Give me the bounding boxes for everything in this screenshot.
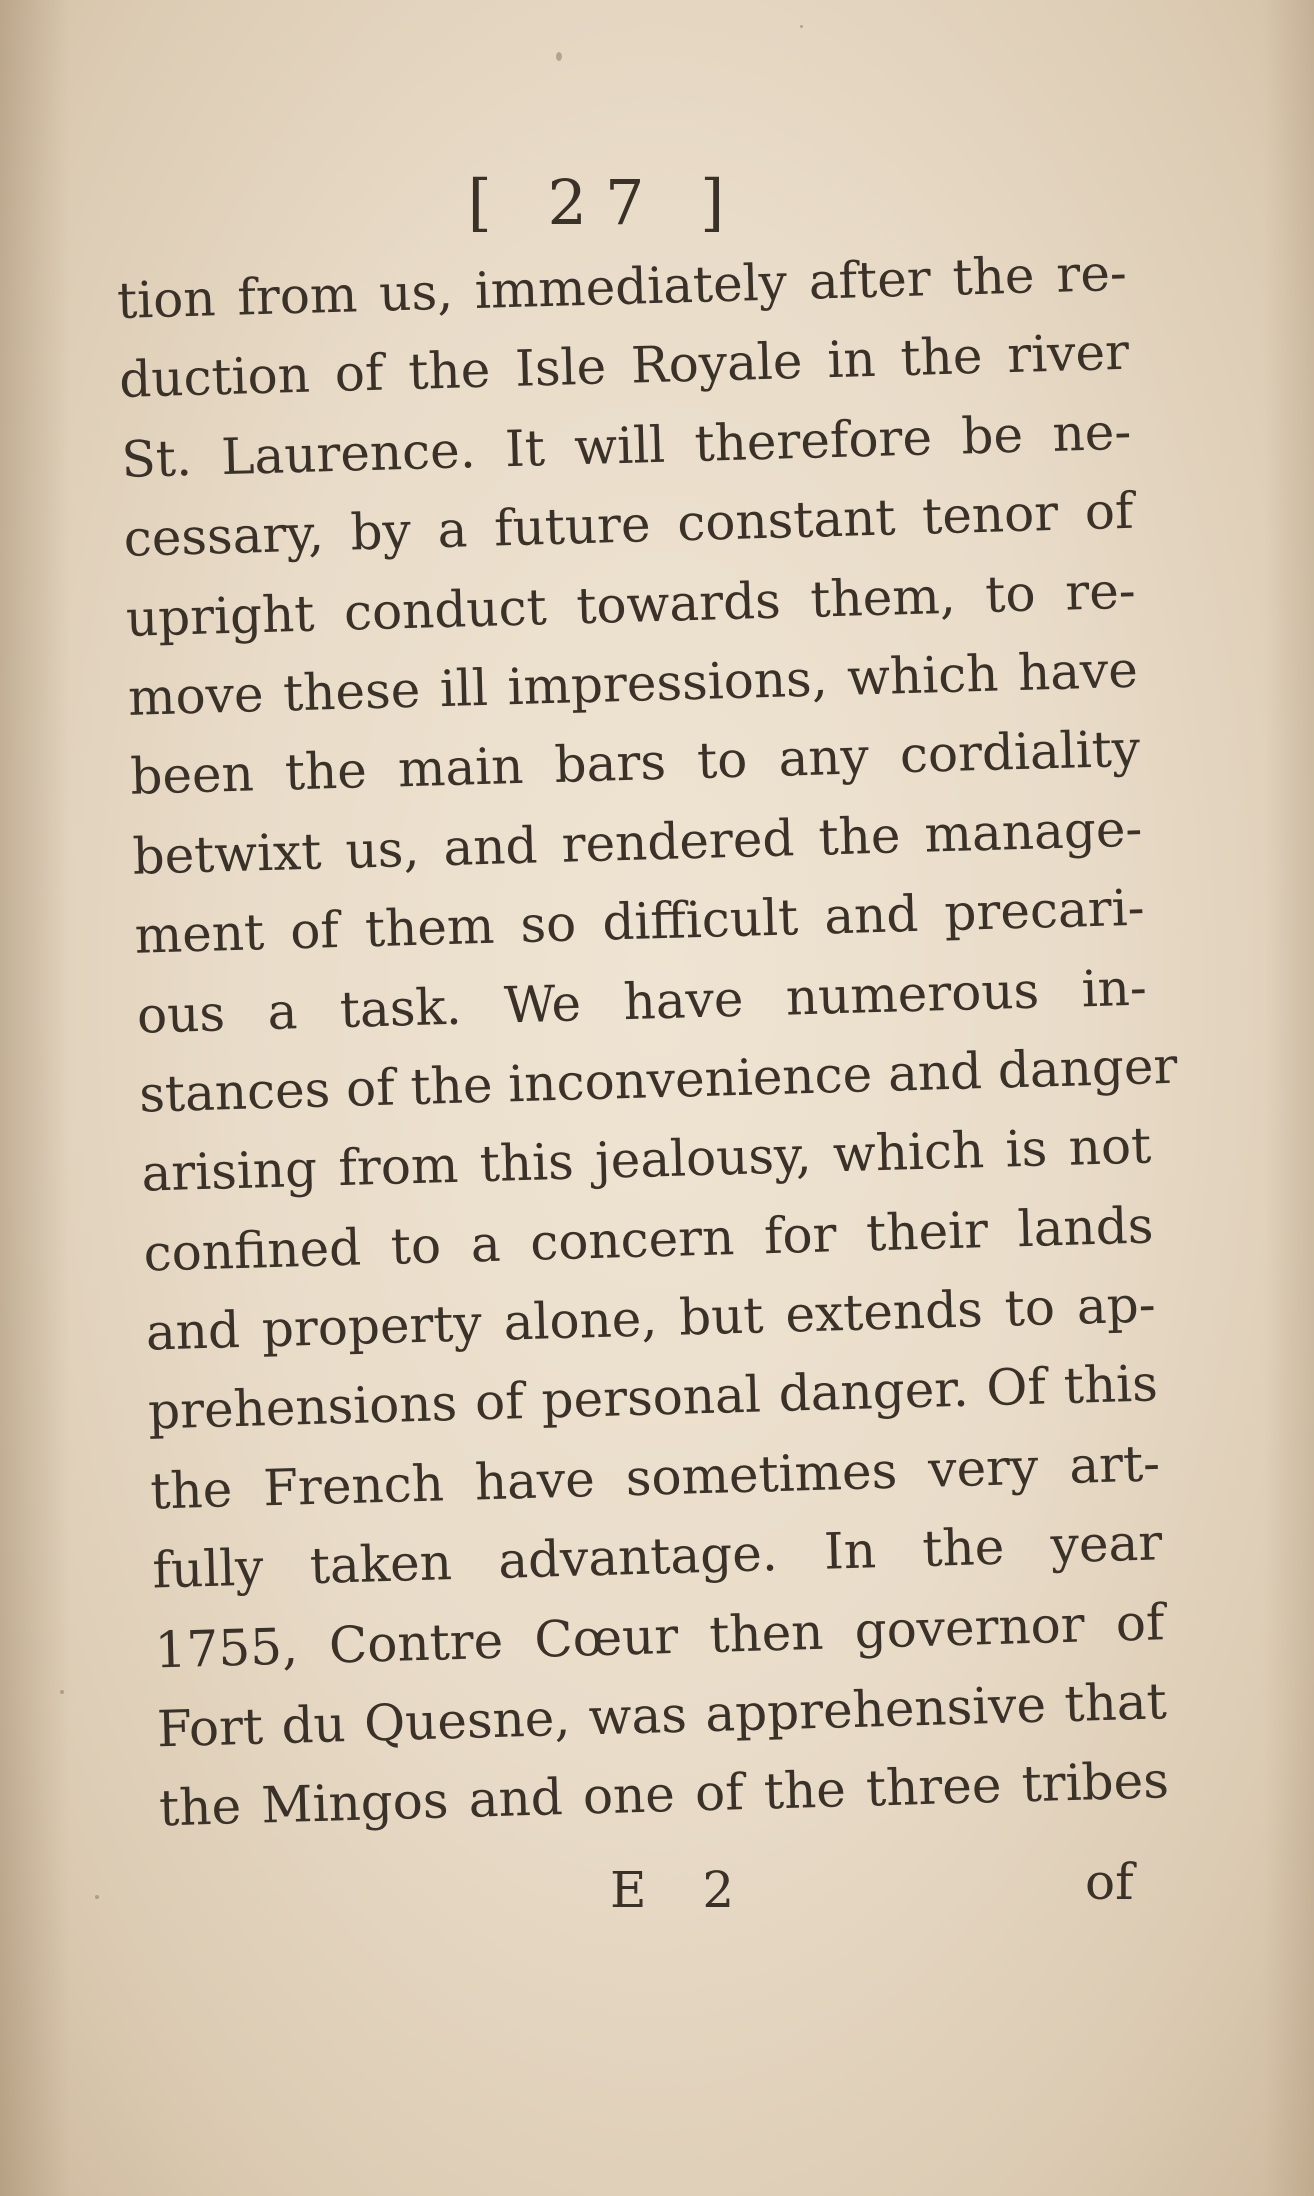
- text-line: been the main bars to any cordiality: [129, 719, 1141, 807]
- catchword: of: [1085, 1853, 1134, 1911]
- text-line: the French have sometimes very art-: [149, 1434, 1161, 1521]
- paper-speck: [95, 1895, 99, 1899]
- text-line: move these ill impressions, which have: [127, 640, 1139, 727]
- text-line: the Mingos and one of the three tribes: [158, 1751, 1170, 1838]
- text-line: confined to a concern for their lands: [142, 1196, 1155, 1283]
- text-line: tion from us, immediately after the re-: [116, 243, 1128, 330]
- text-line: cessary, by a future constant tenor of: [122, 481, 1135, 569]
- signature-mark: E 2: [610, 1861, 755, 1919]
- text-line: betwixt us, and rendered the manage-: [131, 799, 1144, 886]
- text-line: upright conduct towards them, to re-: [125, 561, 1137, 648]
- text-line: duction of the Isle Royale in the river: [118, 323, 1130, 410]
- page-footer: [100, 1855, 1140, 1925]
- text-line: fully taken advantage. In the year: [151, 1513, 1163, 1600]
- text-line: St. Laurence. It will therefore be ne-: [120, 402, 1132, 489]
- paper-speck: [556, 52, 562, 61]
- text-line: Fort du Quesne, was apprehensive that: [156, 1672, 1168, 1759]
- body-text: [116, 234, 1179, 1849]
- text-line: prehensions of personal danger. Of this: [147, 1354, 1159, 1442]
- text-line: ment of them so difficult and precari-: [134, 878, 1146, 965]
- text-line: stances of the inconvenience and danger: [138, 1036, 1179, 1124]
- page-number-header: [ 27 ]: [467, 166, 743, 239]
- paper-speck: [800, 25, 803, 28]
- text-line: and property alone, but extends to ap-: [145, 1275, 1157, 1362]
- text-line: 1755, Contre Cœur then governor of: [153, 1592, 1166, 1680]
- paper-speck: [60, 1690, 64, 1694]
- text-line: arising from this jealousy, which is not: [140, 1116, 1152, 1203]
- text-line: ous a task. We have numerous in-: [136, 958, 1148, 1045]
